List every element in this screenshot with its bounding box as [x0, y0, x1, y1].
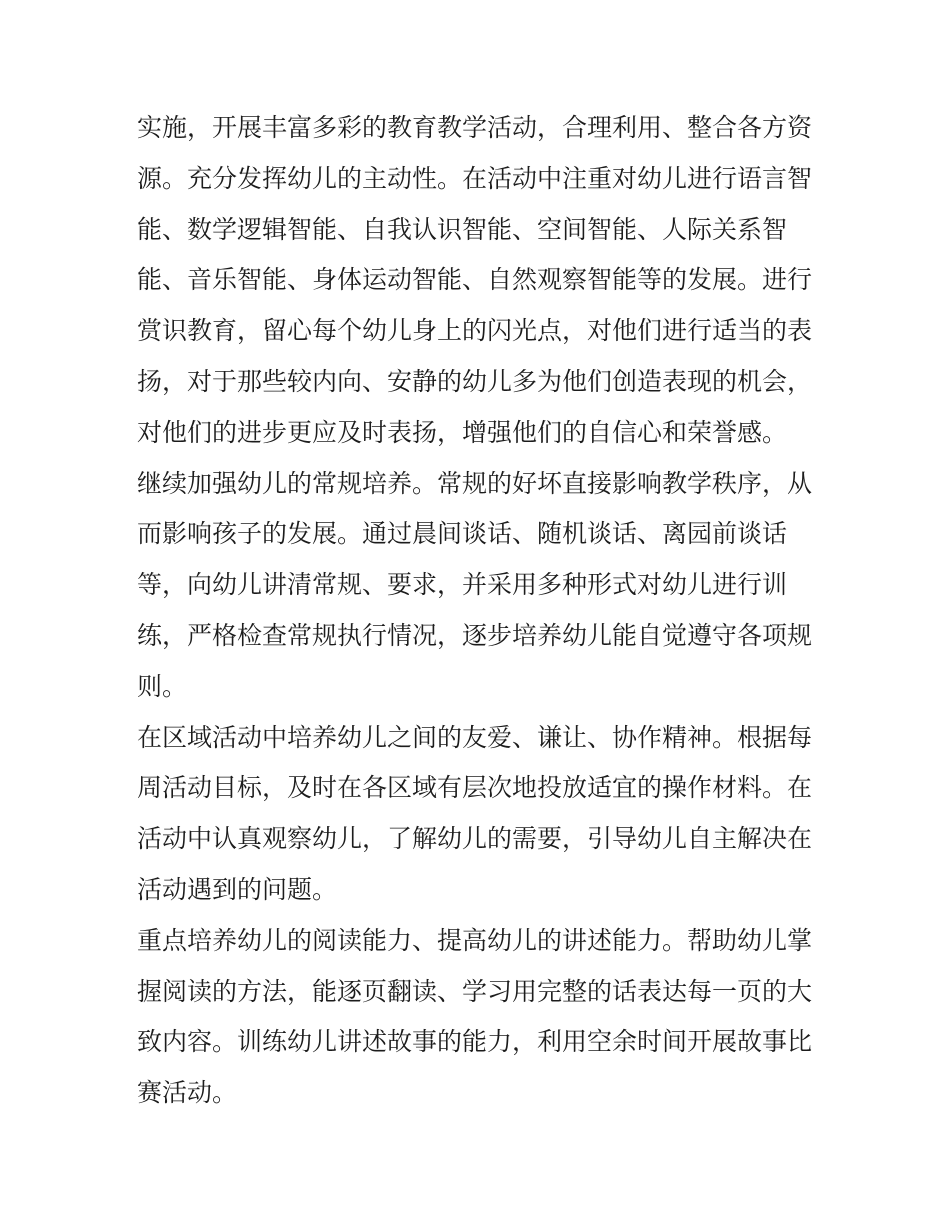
text-line: 赛活动。	[137, 1080, 238, 1108]
text-line: 周活动目标，及时在各区域有层次地投放适宜的操作材料。在	[137, 775, 813, 803]
text-line: 等，向幼儿讲清常规、要求，并采用多种形式对幼儿进行训	[137, 572, 788, 600]
document-text-block	[137, 104, 815, 1120]
text-line: 能、数学逻辑智能、自我认识智能、空间智能、人际关系智	[137, 216, 788, 244]
text-line: 则。	[137, 673, 188, 701]
text-line: 继续加强幼儿的常规培养。常规的好坏直接影响教学秩序，从	[137, 470, 813, 498]
text-line: 源。充分发挥幼儿的主动性。在活动中注重对幼儿进行语言智	[137, 165, 813, 193]
text-line: 实施，开展丰富多彩的教育教学活动，合理利用、整合各方资	[137, 115, 813, 142]
text-line: 致内容。训练幼儿讲述故事的能力，利用空余时间开展故事比	[137, 1029, 813, 1057]
text-line: 赏识教育，留心每个幼儿身上的闪光点，对他们进行适当的表	[137, 318, 813, 346]
text-line: 活动中认真观察幼儿，了解幼儿的需要，引导幼儿自主解决在	[137, 826, 813, 854]
text-line: 扬，对于那些较内向、安静的幼儿多为他们创造表现的机会，	[137, 368, 813, 396]
text-line: 在区域活动中培养幼儿之间的友爱、谦让、协作精神。根据每	[137, 724, 813, 752]
text-line: 对他们的进步更应及时表扬，增强他们的自信心和荣誉感。	[137, 419, 788, 447]
text-line: 而影响孩子的发展。通过晨间谈话、随机谈话、离园前谈话	[137, 521, 788, 549]
text-line: 握阅读的方法，能逐页翻读、学习用完整的话表达每一页的大	[137, 978, 813, 1006]
text-line: 能、音乐智能、身体运动智能、自然观察智能等的发展。进行	[137, 267, 813, 295]
text-line: 重点培养幼儿的阅读能力、提高幼儿的讲述能力。帮助幼儿掌	[137, 927, 813, 955]
text-line: 活动遇到的问题。	[137, 876, 338, 904]
text-line: 练，严格检查常规执行情况，逐步培养幼儿能自觉遵守各项规	[137, 622, 813, 650]
